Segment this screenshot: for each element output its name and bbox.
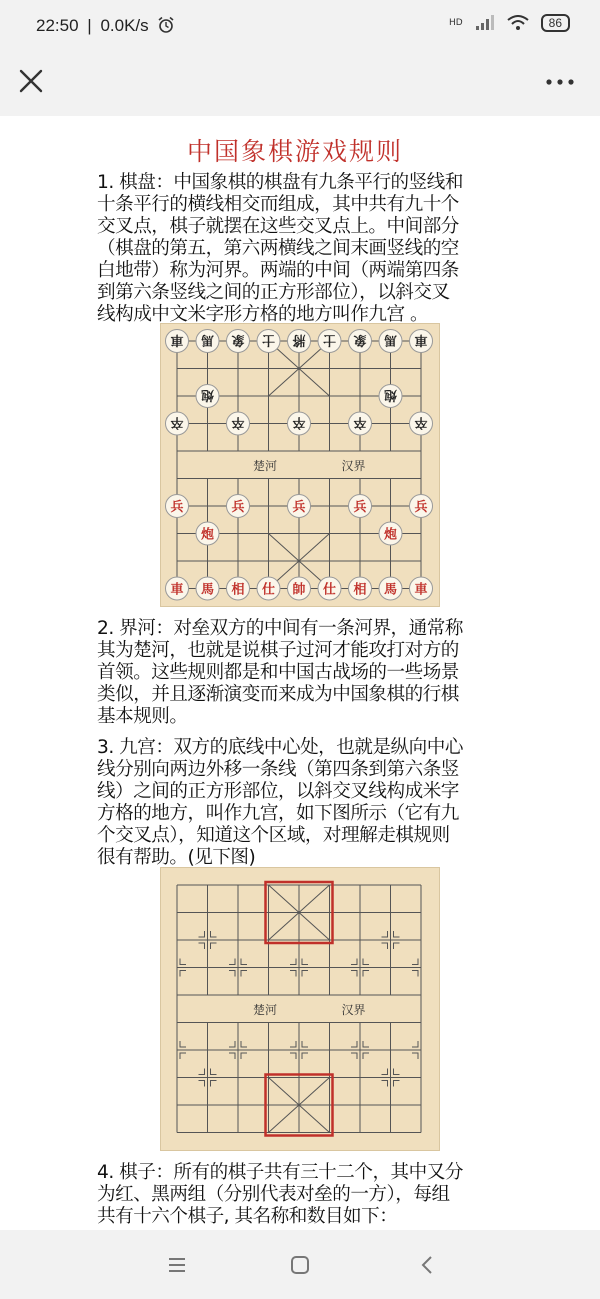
position-mark [412,971,418,977]
position-mark [241,971,247,977]
piece-label: 卒 [292,414,306,430]
position-mark [229,971,235,977]
position-mark [394,1081,400,1087]
chess-piece [379,330,402,353]
position-mark [229,1053,235,1059]
position-mark [363,971,369,977]
piece-label: 帥 [292,582,306,598]
chess-piece [379,522,402,545]
chess-piece [227,495,250,518]
board-text-line: 白地带）称为河界。两端的中间（两端第四条 [97,260,459,281]
position-mark [351,1041,357,1047]
position-mark [199,1069,205,1075]
position-mark [382,1069,388,1075]
chess-piece [288,412,311,435]
position-mark [290,959,296,965]
position-mark [211,1081,217,1087]
piece-label: 仕 [261,582,276,598]
chess-piece [410,577,433,600]
position-mark [412,959,418,965]
piece-label: 兵 [414,500,428,515]
piece-label: 馬 [200,332,215,347]
position-mark [351,959,357,965]
palace-text-line: 方格的地方，叫作九宫，如下图所示（它有九 [97,803,459,824]
river-text-line: 2. 界河：对垒双方的中间有一条河界，通常称 [97,618,463,639]
chess-piece [166,330,189,353]
piece-label: 兵 [353,500,367,515]
position-mark [290,1041,296,1047]
position-mark [180,959,186,965]
position-mark [199,1081,205,1087]
battery-indicator: 86 [541,14,570,32]
position-mark [363,1053,369,1059]
close-icon[interactable] [18,68,44,94]
chess-piece [318,577,341,600]
chess-piece [166,495,189,518]
position-mark [394,1069,400,1075]
piece-label: 卒 [414,414,428,430]
river-label-chu: 楚河 [253,1002,278,1017]
piece-label: 士 [322,332,337,347]
piece-label: 馬 [383,332,398,347]
position-mark [382,1081,388,1087]
position-mark [302,959,308,965]
piece-label: 卒 [353,414,367,430]
chess-piece [379,577,402,600]
position-mark [302,971,308,977]
piece-label: 相 [231,582,245,598]
palace-text-line: 3. 九宫：双方的底线中心处，也就是纵向中心 [97,737,463,758]
menu-icon[interactable] [162,1250,192,1280]
bottom-nav-bar [0,1230,600,1299]
position-mark [180,1053,186,1059]
chess-piece [227,330,250,353]
paragraph-river [97,618,503,728]
chess-piece [410,330,433,353]
article-title: 中国象棋游戏规则 [186,137,403,166]
palace-text-line: 很有帮助。(见下图) [97,847,256,868]
position-mark [412,1041,418,1047]
position-mark [211,931,217,937]
board-text-line: 到第六条竖线之间的正方形部位），以斜交叉 [97,282,450,303]
piece-label: 卒 [170,414,184,430]
piece-label: 車 [170,582,184,598]
board-text-line: （棋盘的第五，第六两横线之间末画竖线的空 [97,238,459,259]
river-label-han: 汉界 [341,1002,366,1017]
status-icons [449,14,570,32]
river-label-han: 汉界 [341,458,366,473]
paragraph-board [97,172,503,326]
position-mark [229,1041,235,1047]
chess-piece [257,330,280,353]
piece-label: 卒 [231,414,245,430]
chessboard-full [160,323,440,607]
position-mark [302,1053,308,1059]
chess-piece [227,577,250,600]
hd-label: HD [448,18,463,28]
board-text-line: 线构成中文米字形方格的地方叫作九宫 。 [97,304,429,325]
piece-label: 仕 [322,582,337,598]
chess-piece [196,522,219,545]
palace-text-line: 线）之间的正方形部位，以斜交叉线构成米字 [97,781,459,802]
piece-label: 馬 [200,582,215,598]
position-mark [363,1041,369,1047]
board-grid [177,882,421,1136]
piece-label: 車 [414,582,428,598]
piece-label: 相 [353,582,367,598]
river-label-chu: 楚河 [253,458,278,473]
position-mark [229,959,235,965]
chess-piece [257,577,280,600]
position-mark [241,1053,247,1059]
home-icon[interactable] [285,1250,315,1280]
network-speed: 0.0K/s [100,16,149,35]
clock-time: 22:50 [36,16,79,35]
position-mark [290,971,296,977]
board-text-line: 十条平行的横线相交而组成，其中共有九十个 [97,194,459,215]
board-text-line: 1. 棋盘：中国象棋的棋盘有九条平行的竖线和 [97,172,463,193]
chess-piece [288,330,311,353]
position-mark [290,1053,296,1059]
chess-piece [349,330,372,353]
piece-label: 將 [292,332,306,347]
position-mark [199,943,205,949]
piece-label: 炮 [383,387,398,402]
piece-label: 馬 [383,582,398,598]
piece-label: 象 [353,332,367,347]
position-mark [394,931,400,937]
river-text-line: 基本规则。 [97,706,188,727]
position-mark [241,959,247,965]
paragraph-palace [97,737,503,869]
pieces-text-line: 为红、黑两组（分别代表对垒的一方），每组 [97,1184,450,1205]
chess-piece [166,577,189,600]
position-mark [351,971,357,977]
chessboard-palace [160,867,440,1151]
chess-piece [196,385,219,408]
piece-label: 兵 [292,500,306,515]
palace-text-line: 个交叉点），知道这个区域，对理解走棋规则 [97,825,450,846]
position-mark [363,959,369,965]
top-bar [0,56,600,116]
position-mark [211,1069,217,1075]
chess-piece [288,577,311,600]
position-mark [180,971,186,977]
wifi-icon [507,15,529,31]
position-mark [394,943,400,949]
chess-piece [349,412,372,435]
chess-piece [196,330,219,353]
chess-piece [288,495,311,518]
position-mark [382,943,388,949]
chess-piece [196,577,219,600]
chess-piece [379,385,402,408]
alarm-icon [157,16,175,34]
piece-label: 士 [261,332,276,347]
position-mark [382,931,388,937]
paragraph-pieces [97,1162,503,1228]
chess-piece [227,412,250,435]
position-mark [241,1041,247,1047]
status-time-speed: 22:50 | 0.0K/s [36,16,175,36]
position-mark [302,1041,308,1047]
chess-piece [410,412,433,435]
position-mark [412,1053,418,1059]
piece-label: 炮 [383,527,398,543]
piece-label: 炮 [200,527,215,543]
pieces-text-line: 共有十六个棋子, 其名称和数目如下： [97,1206,398,1227]
more-icon[interactable] [544,72,576,92]
piece-label: 炮 [200,387,215,402]
chess-piece [166,412,189,435]
piece-label: 兵 [170,500,184,515]
chess-piece [410,495,433,518]
piece-label: 車 [414,332,428,347]
river-text-line: 类似，并且逐渐演变而来成为中国象棋的行棋 [97,684,459,705]
status-bar [0,0,600,56]
article-content [0,118,600,1230]
position-mark [351,1053,357,1059]
position-mark [180,1041,186,1047]
back-icon[interactable] [412,1250,442,1280]
chess-piece [318,330,341,353]
piece-label: 象 [231,332,245,347]
board-text-line: 交叉点，棋子就摆在这些交叉点上。中间部分 [97,216,459,237]
pieces-text-line: 4. 棋子：所有的棋子共有三十二个，其中又分 [97,1162,463,1183]
river-text-line: 其为楚河，也就是说棋子过河才能攻打对方的 [97,640,459,661]
piece-label: 兵 [231,500,245,515]
position-mark [211,943,217,949]
board-grid [177,341,421,589]
position-mark [199,931,205,937]
chess-piece [349,495,372,518]
palace-text-line: 线分别向两边外移一条线（第四条到第六条竖 [97,759,459,780]
river-text-line: 首领。这些规则都是和中国古战场的一些场景 [97,662,459,683]
signal-icon [475,15,495,31]
chess-piece [349,577,372,600]
piece-label: 車 [170,332,184,347]
